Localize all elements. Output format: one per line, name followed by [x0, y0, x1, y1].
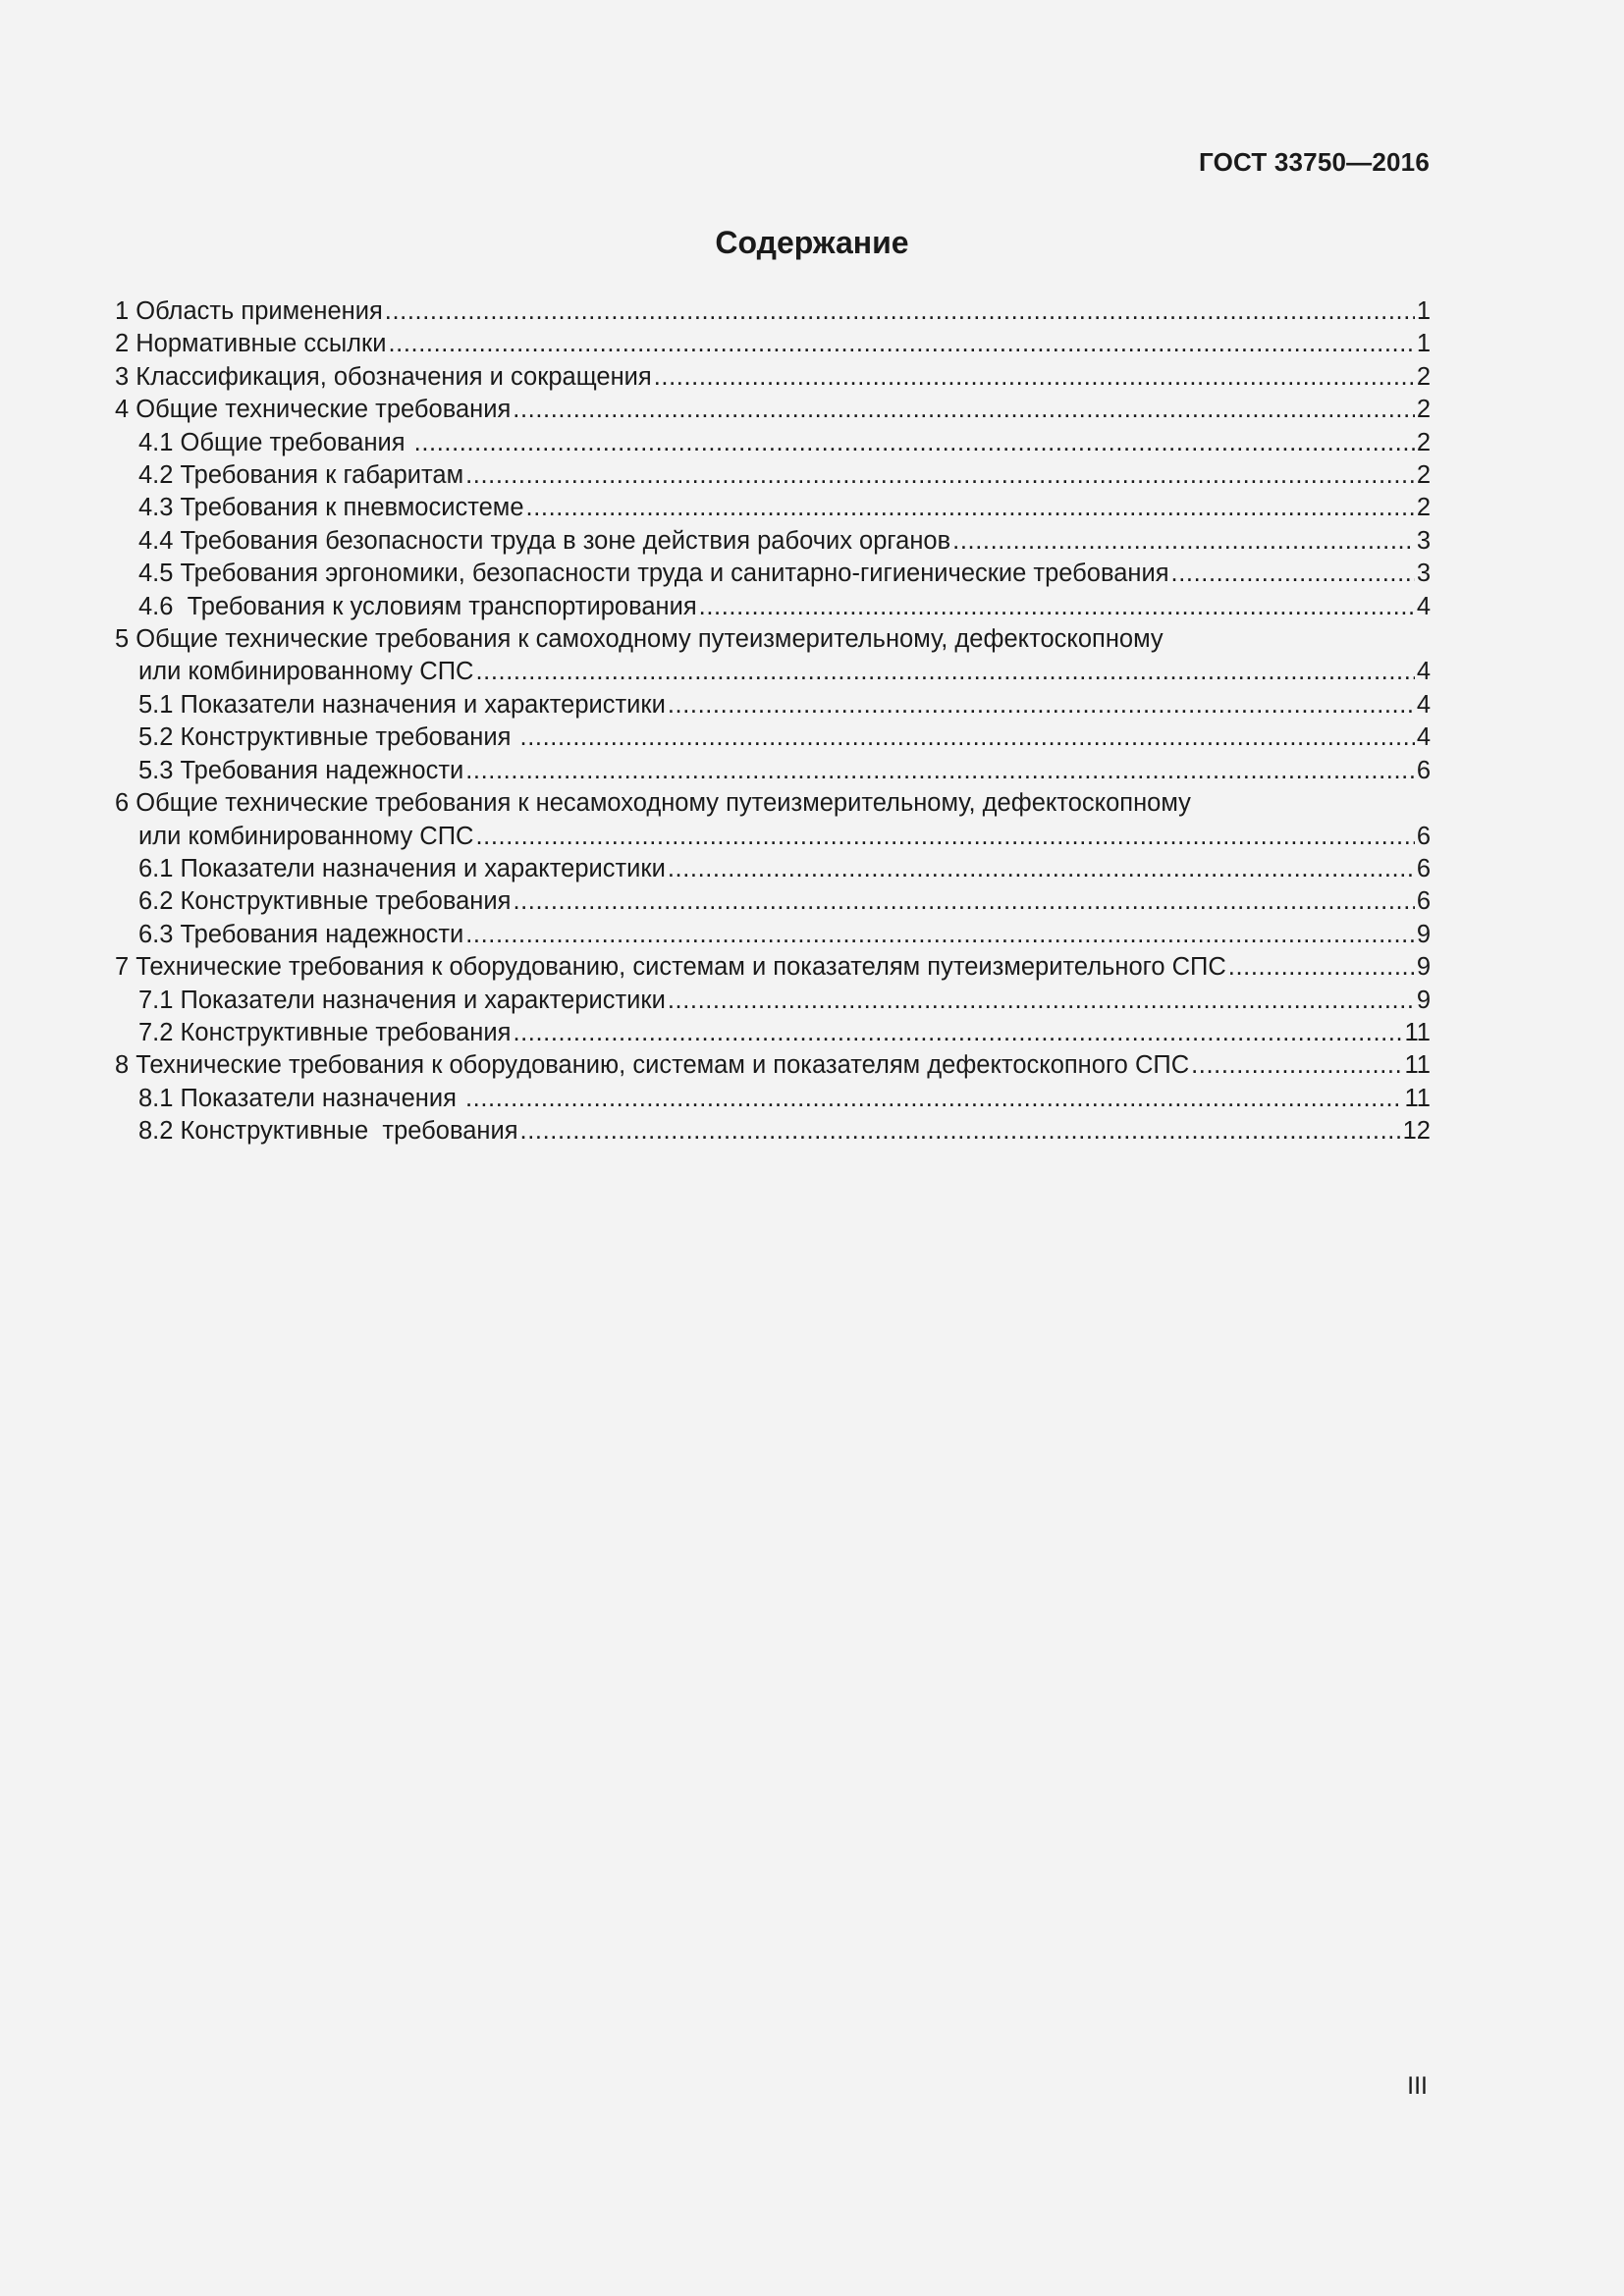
- toc-entry-text: 5.1 Показатели назначения и характеристики: [138, 690, 666, 719]
- toc-entry-page: 9: [1416, 953, 1431, 982]
- toc-subentry[interactable]: [115, 459, 1431, 492]
- toc-entry-text: 4 Общие технические требования: [115, 396, 512, 424]
- toc-entry-text: 4.2 Требования к габаритам: [138, 461, 464, 490]
- toc-entry-text: 4.4 Требования безопасности труда в зоне действия рабочих органов: [138, 526, 951, 555]
- toc-entry-text: 8 Технические требования к оборудованию, системам и показателям дефектоскопного СПС: [115, 1051, 1190, 1080]
- toc-entry-page: 4: [1416, 723, 1431, 752]
- toc-title: Содержание: [715, 225, 909, 260]
- toc-leader-dots: [385, 295, 1415, 328]
- toc-leader-dots: [414, 427, 1415, 459]
- toc-entry-page: 1: [1416, 297, 1431, 325]
- toc-subentry[interactable]: [115, 591, 1431, 623]
- document-code: ГОСТ 33750—2016: [1199, 147, 1430, 177]
- toc-entry-page: 4: [1416, 690, 1431, 719]
- toc-subentry[interactable]: [115, 1017, 1431, 1049]
- toc-entry-page: 12: [1402, 1117, 1431, 1146]
- toc-entry-text-line1: 6 Общие технические требования к несамоходному путеизмерительному, дефектоскопному: [115, 789, 1191, 818]
- toc-entry-text: 6.1 Показатели назначения и характеристики: [138, 854, 666, 882]
- toc-entry-text: 4.3 Требования к пневмосистеме: [138, 494, 524, 522]
- table-of-contents: [115, 295, 1431, 1148]
- toc-entry-text: 4.6 Требования к условиям транспортирования: [138, 592, 697, 620]
- toc-entry-page: 1: [1416, 330, 1431, 358]
- toc-entry[interactable]: [115, 623, 1431, 689]
- toc-entry-page: 9: [1416, 986, 1431, 1014]
- toc-entry-page: 11: [1404, 1018, 1431, 1046]
- toc-entry-text: 4.1 Общие требования: [138, 428, 412, 456]
- toc-subentry[interactable]: [115, 492, 1431, 524]
- toc-leader-dots: [465, 919, 1415, 951]
- toc-entry-text: 8.2 Конструктивные требования: [138, 1117, 518, 1146]
- toc-subentry[interactable]: [115, 558, 1431, 590]
- toc-entry[interactable]: [115, 361, 1431, 394]
- toc-entry-page: 11: [1404, 1084, 1431, 1112]
- toc-leader-dots: [513, 885, 1414, 918]
- toc-leader-dots: [699, 591, 1415, 623]
- toc-entry-text: 4.5 Требования эргономики, безопасности труда и санитарно-гигиенические требования: [138, 560, 1169, 588]
- toc-leader-dots: [1228, 951, 1415, 984]
- toc-entry-text-line1: 5 Общие технические требования к самоходному путеизмерительному, дефектоскопному: [115, 625, 1164, 654]
- toc-entry-page: 11: [1404, 1051, 1431, 1080]
- toc-entry-text: 6.3 Требования надежности: [138, 920, 464, 948]
- toc-entry-text-line2: или комбинированному СПС: [138, 658, 474, 686]
- toc-entry[interactable]: [115, 394, 1431, 426]
- toc-leader-dots: [513, 1017, 1402, 1049]
- toc-entry-text-line2: или комбинированному СПС: [138, 822, 474, 850]
- toc-subentry[interactable]: [115, 1083, 1431, 1115]
- toc-leader-dots: [475, 656, 1414, 688]
- toc-entry-page: 4: [1416, 592, 1431, 620]
- toc-subentry[interactable]: [115, 721, 1431, 754]
- toc-leader-dots: [465, 459, 1415, 492]
- toc-entry-text: 3 Классификация, обозначения и сокращения: [115, 362, 652, 391]
- toc-entry[interactable]: [115, 328, 1431, 360]
- toc-entry-page: 6: [1416, 756, 1431, 784]
- toc-subentry[interactable]: [115, 985, 1431, 1017]
- toc-subentry[interactable]: [115, 853, 1431, 885]
- toc-leader-dots: [520, 1115, 1401, 1148]
- toc-leader-dots: [1171, 558, 1415, 590]
- toc-leader-dots: [526, 492, 1415, 524]
- toc-leader-dots: [952, 525, 1415, 558]
- toc-leader-dots: [465, 755, 1415, 787]
- toc-entry-text: 2 Нормативные ссылки: [115, 330, 387, 358]
- toc-subentry[interactable]: [115, 1115, 1431, 1148]
- toc-entry[interactable]: [115, 787, 1431, 853]
- toc-entry-page: 3: [1416, 526, 1431, 555]
- toc-entry-text: 1 Область применения: [115, 297, 383, 325]
- toc-entry-page: 6: [1416, 822, 1431, 850]
- toc-leader-dots: [465, 1083, 1403, 1115]
- toc-entry-page: 2: [1416, 428, 1431, 456]
- toc-entry-page: 2: [1416, 461, 1431, 490]
- toc-leader-dots: [668, 853, 1415, 885]
- toc-leader-dots: [1191, 1049, 1402, 1082]
- toc-subentry[interactable]: [115, 525, 1431, 558]
- toc-leader-dots: [475, 821, 1414, 853]
- toc-leader-dots: [388, 328, 1414, 360]
- toc-entry[interactable]: [115, 1049, 1431, 1082]
- toc-leader-dots: [654, 361, 1415, 394]
- toc-subentry[interactable]: [115, 689, 1431, 721]
- toc-entry-text: 5.2 Конструктивные требования: [138, 723, 518, 752]
- toc-entry-text: 8.1 Показатели назначения: [138, 1084, 463, 1112]
- toc-entry-page: 4: [1416, 658, 1431, 686]
- toc-entry-text: 6.2 Конструктивные требования: [138, 887, 512, 916]
- toc-leader-dots: [668, 985, 1415, 1017]
- toc-subentry[interactable]: [115, 885, 1431, 918]
- toc-entry-page: 9: [1416, 920, 1431, 948]
- toc-entry-page: 2: [1416, 396, 1431, 424]
- toc-subentry[interactable]: [115, 427, 1431, 459]
- toc-leader-dots: [520, 721, 1415, 754]
- page-number: III: [1407, 2072, 1428, 2100]
- toc-entry-text: 7 Технические требования к оборудованию, системам и показателям путеизмерительного СПС: [115, 953, 1226, 982]
- toc-entry[interactable]: [115, 951, 1431, 984]
- toc-entry-page: 2: [1416, 362, 1431, 391]
- toc-entry-text: 7.2 Конструктивные требования: [138, 1018, 512, 1046]
- toc-entry-page: 2: [1416, 494, 1431, 522]
- toc-entry-text: 5.3 Требования надежности: [138, 756, 464, 784]
- toc-entry-page: 6: [1416, 887, 1431, 916]
- toc-entry-text: 7.1 Показатели назначения и характеристики: [138, 986, 666, 1014]
- toc-entry-page: 3: [1416, 560, 1431, 588]
- toc-entry[interactable]: [115, 295, 1431, 328]
- toc-leader-dots: [668, 689, 1415, 721]
- toc-entry-page: 6: [1416, 854, 1431, 882]
- toc-leader-dots: [513, 394, 1415, 426]
- toc-subentry[interactable]: [115, 755, 1431, 787]
- toc-subentry[interactable]: [115, 919, 1431, 951]
